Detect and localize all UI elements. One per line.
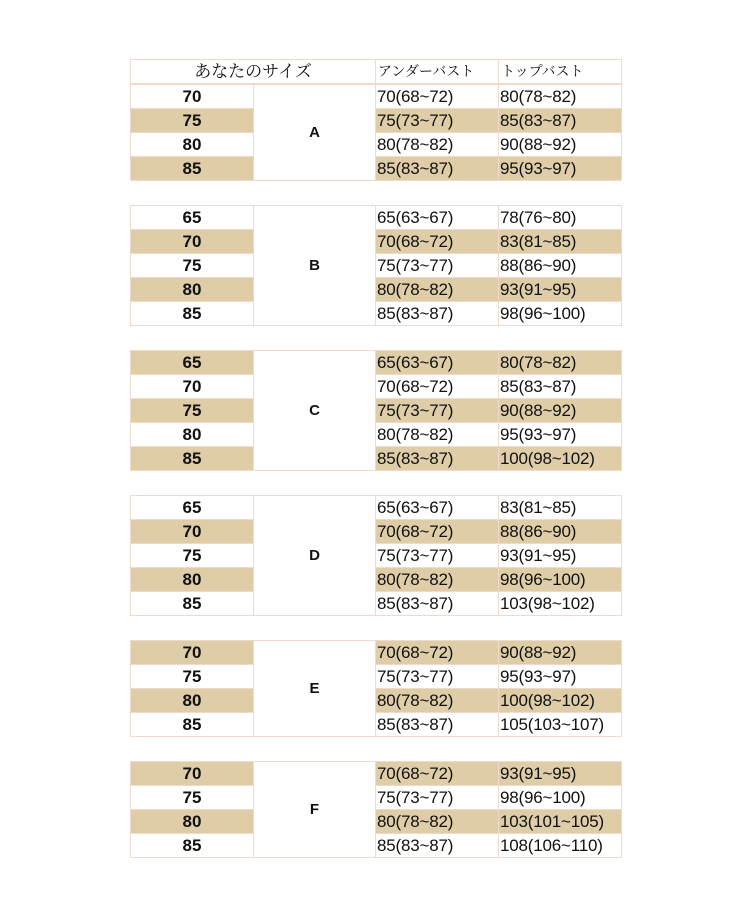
- table-row: [131, 109, 622, 133]
- cup-table: [130, 640, 622, 737]
- top-bust-value: 103(98~102): [499, 592, 622, 616]
- under-bust-value: 80(78~82): [376, 568, 499, 592]
- table-row: [131, 520, 622, 544]
- band-size: 80: [131, 689, 254, 713]
- table-row: [131, 447, 622, 471]
- table-row: [131, 762, 622, 786]
- top-bust-value: 98(96~100): [499, 302, 622, 326]
- size-chart: [130, 59, 621, 882]
- cup-size: F: [254, 762, 376, 858]
- under-bust-value: 65(63~67): [376, 496, 499, 520]
- band-size: 85: [131, 302, 254, 326]
- band-size: 75: [131, 254, 254, 278]
- band-size: 85: [131, 592, 254, 616]
- top-bust-value: 95(93~97): [499, 665, 622, 689]
- top-bust-value: 95(93~97): [499, 157, 622, 181]
- under-bust-value: 85(83~87): [376, 157, 499, 181]
- under-bust-value: 85(83~87): [376, 592, 499, 616]
- top-bust-value: 105(103~107): [499, 713, 622, 737]
- cup-group-f: [130, 761, 621, 858]
- top-bust-value: 88(86~90): [499, 254, 622, 278]
- cup-size: A: [254, 85, 376, 181]
- under-bust-value: 85(83~87): [376, 302, 499, 326]
- under-bust-value: 80(78~82): [376, 133, 499, 157]
- top-bust-value: 93(91~95): [499, 544, 622, 568]
- band-size: 80: [131, 423, 254, 447]
- band-size: 85: [131, 447, 254, 471]
- cup-group-d: [130, 495, 621, 616]
- top-bust-value: 93(91~95): [499, 278, 622, 302]
- under-bust-value: 80(78~82): [376, 278, 499, 302]
- band-size: 65: [131, 351, 254, 375]
- under-bust-value: 75(73~77): [376, 665, 499, 689]
- under-bust-value: 75(73~77): [376, 399, 499, 423]
- table-row: [131, 302, 622, 326]
- under-bust-value: 75(73~77): [376, 254, 499, 278]
- band-size: 75: [131, 786, 254, 810]
- table-row: [131, 254, 622, 278]
- band-size: 75: [131, 399, 254, 423]
- cup-table: [130, 495, 622, 616]
- top-bust-value: 98(96~100): [499, 568, 622, 592]
- under-bust-header: アンダーバスト: [376, 60, 499, 84]
- cup-size: C: [254, 351, 376, 471]
- under-bust-value: 75(73~77): [376, 109, 499, 133]
- under-bust-value: 65(63~67): [376, 351, 499, 375]
- band-size: 70: [131, 762, 254, 786]
- under-bust-value: 70(68~72): [376, 375, 499, 399]
- band-size: 80: [131, 568, 254, 592]
- table-row: [131, 206, 622, 230]
- table-row: [131, 786, 622, 810]
- size-header: あなたのサイズ: [131, 60, 376, 84]
- cup-size: B: [254, 206, 376, 326]
- top-bust-value: 103(101~105): [499, 810, 622, 834]
- band-size: 65: [131, 496, 254, 520]
- band-size: 75: [131, 109, 254, 133]
- band-size: 70: [131, 230, 254, 254]
- table-row: [131, 496, 622, 520]
- under-bust-value: 80(78~82): [376, 423, 499, 447]
- top-bust-value: 100(98~102): [499, 447, 622, 471]
- table-row: [131, 592, 622, 616]
- table-row: [131, 665, 622, 689]
- table-row: [131, 713, 622, 737]
- table-row: [131, 133, 622, 157]
- cup-group-b: [130, 205, 621, 326]
- top-bust-value: 100(98~102): [499, 689, 622, 713]
- table-row: [131, 568, 622, 592]
- band-size: 75: [131, 665, 254, 689]
- table-row: [131, 689, 622, 713]
- table-row: [131, 230, 622, 254]
- band-size: 70: [131, 641, 254, 665]
- band-size: 85: [131, 713, 254, 737]
- top-bust-value: 78(76~80): [499, 206, 622, 230]
- cup-table: [130, 350, 622, 471]
- table-row: [131, 810, 622, 834]
- under-bust-value: 80(78~82): [376, 810, 499, 834]
- under-bust-value: 70(68~72): [376, 641, 499, 665]
- table-row: [131, 544, 622, 568]
- under-bust-value: 80(78~82): [376, 689, 499, 713]
- table-row: [131, 423, 622, 447]
- cup-group-a: [130, 84, 621, 181]
- band-size: 85: [131, 834, 254, 858]
- cup-size: D: [254, 496, 376, 616]
- top-bust-value: 98(96~100): [499, 786, 622, 810]
- under-bust-value: 75(73~77): [376, 544, 499, 568]
- cup-groups: [130, 84, 621, 858]
- cup-table: [130, 84, 622, 181]
- top-bust-value: 80(78~82): [499, 351, 622, 375]
- under-bust-value: 70(68~72): [376, 85, 499, 109]
- under-bust-value: 70(68~72): [376, 762, 499, 786]
- band-size: 70: [131, 375, 254, 399]
- top-bust-header: トップバスト: [499, 60, 622, 84]
- top-bust-value: 93(91~95): [499, 762, 622, 786]
- cup-table: [130, 205, 622, 326]
- band-size: 65: [131, 206, 254, 230]
- table-row: [131, 157, 622, 181]
- under-bust-value: 75(73~77): [376, 786, 499, 810]
- table-row: [131, 278, 622, 302]
- top-bust-value: 85(83~87): [499, 109, 622, 133]
- top-bust-value: 83(81~85): [499, 230, 622, 254]
- cup-size: E: [254, 641, 376, 737]
- band-size: 80: [131, 810, 254, 834]
- cup-group-e: [130, 640, 621, 737]
- top-bust-value: 80(78~82): [499, 85, 622, 109]
- under-bust-value: 65(63~67): [376, 206, 499, 230]
- band-size: 80: [131, 278, 254, 302]
- band-size: 70: [131, 85, 254, 109]
- size-chart-header: [130, 59, 622, 84]
- table-row: [131, 85, 622, 109]
- top-bust-value: 95(93~97): [499, 423, 622, 447]
- band-size: 75: [131, 544, 254, 568]
- band-size: 85: [131, 157, 254, 181]
- cup-group-c: [130, 350, 621, 471]
- top-bust-value: 85(83~87): [499, 375, 622, 399]
- table-row: [131, 351, 622, 375]
- under-bust-value: 70(68~72): [376, 520, 499, 544]
- cup-table: [130, 761, 622, 858]
- band-size: 70: [131, 520, 254, 544]
- top-bust-value: 90(88~92): [499, 133, 622, 157]
- table-row: [131, 834, 622, 858]
- table-row: [131, 375, 622, 399]
- under-bust-value: 85(83~87): [376, 834, 499, 858]
- top-bust-value: 90(88~92): [499, 641, 622, 665]
- top-bust-value: 108(106~110): [499, 834, 622, 858]
- under-bust-value: 85(83~87): [376, 713, 499, 737]
- header-row: [131, 60, 622, 84]
- table-row: [131, 641, 622, 665]
- under-bust-value: 85(83~87): [376, 447, 499, 471]
- band-size: 80: [131, 133, 254, 157]
- top-bust-value: 83(81~85): [499, 496, 622, 520]
- table-row: [131, 399, 622, 423]
- top-bust-value: 90(88~92): [499, 399, 622, 423]
- under-bust-value: 70(68~72): [376, 230, 499, 254]
- top-bust-value: 88(86~90): [499, 520, 622, 544]
